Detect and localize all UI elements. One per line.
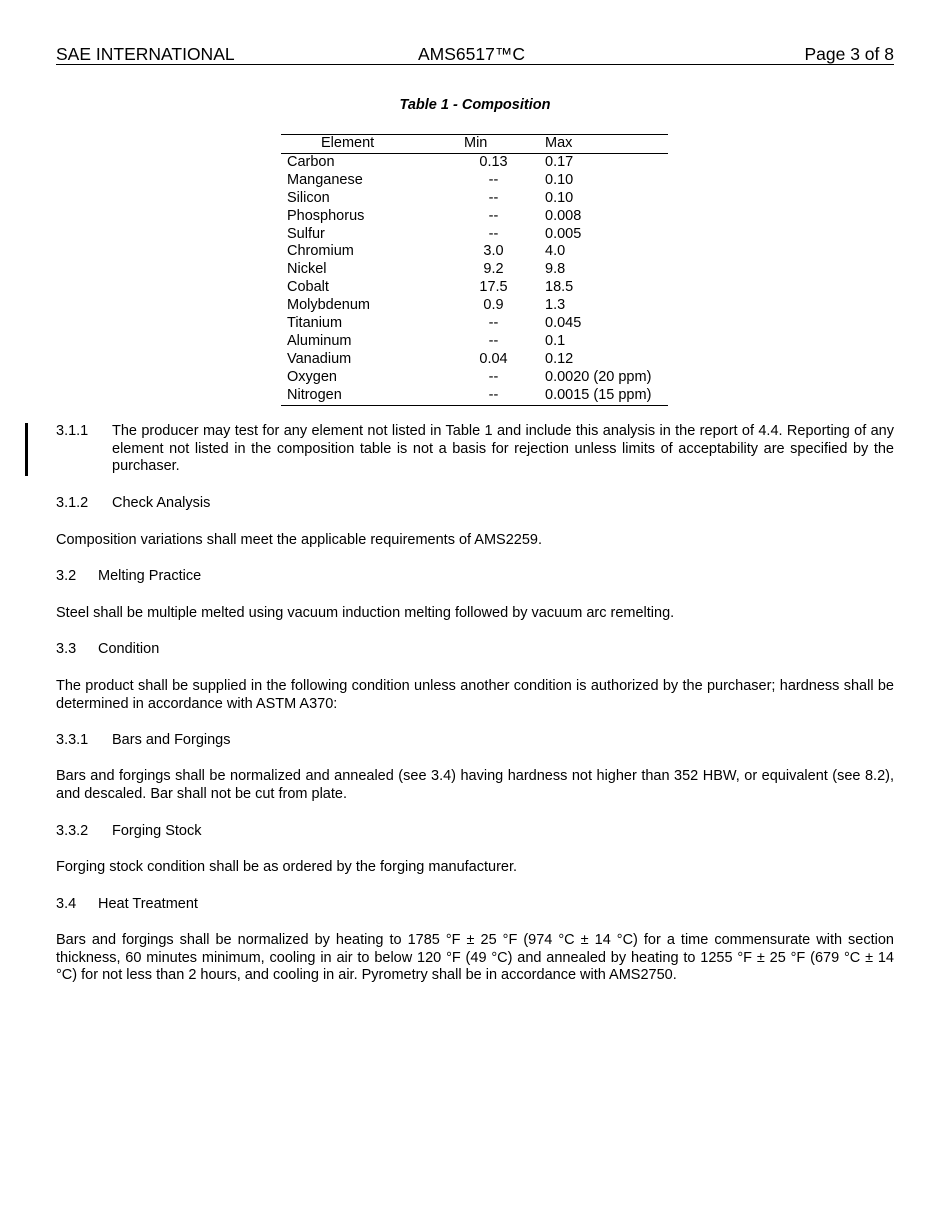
cell-element: Cobalt: [287, 279, 329, 296]
table-row: [281, 190, 668, 208]
cell-max: 0.10: [545, 189, 574, 206]
cell-min: --: [488, 189, 499, 206]
cell-max: 1.3: [545, 297, 566, 314]
section-number: 3.3: [56, 641, 77, 657]
section-title: Bars and Forgings: [112, 732, 231, 748]
section-title: Melting Practice: [98, 568, 202, 584]
cell-element: Vanadium: [287, 350, 352, 367]
paragraph-3-3: The product shall be supplied in the following condition unless another condition is authorized by the purchaser; hardness shall be determined in accordance with ASTM A370:: [56, 678, 894, 712]
cell-max: 0.008: [545, 207, 582, 224]
section-number: 3.3.1: [56, 732, 89, 748]
heading-3-3-1: [56, 732, 894, 750]
cell-element: Sulfur: [287, 225, 325, 242]
paragraph-3-2: Steel shall be multiple melted using vacuum induction melting followed by vacuum arc remelting.: [56, 605, 675, 621]
cell-min: --: [488, 207, 499, 224]
cell-min: 0.9: [483, 297, 504, 314]
cell-min: --: [460, 387, 545, 405]
cell-min: 9.2: [483, 261, 504, 278]
section-number: 3.3.2: [56, 823, 89, 839]
cell-element: Titanium: [287, 315, 343, 332]
paragraph-3-1-2: Composition variations shall meet the applicable requirements of AMS2259.: [56, 532, 543, 548]
cell-element: Manganese: [287, 171, 363, 188]
heading-3-4: [56, 896, 894, 914]
table-row: [281, 333, 668, 351]
heading-3-3: [56, 641, 894, 659]
column-header-min: Min: [460, 135, 545, 154]
column-header-element: Element: [281, 135, 460, 154]
table-row: [281, 315, 668, 333]
table-header-row: [281, 135, 668, 154]
cell-max: 0.1: [545, 332, 566, 349]
section-title: Heat Treatment: [98, 896, 198, 912]
cell-min: 17.5: [479, 279, 508, 296]
column-header-max: Max: [545, 135, 668, 154]
table-row: [281, 172, 668, 190]
section-title: Forging Stock: [112, 823, 202, 839]
cell-max: 0.005: [545, 225, 582, 242]
heading-3-3-2: [56, 823, 894, 841]
page-header: [56, 44, 894, 65]
cell-element: Aluminum: [287, 332, 352, 349]
cell-max: 18.5: [545, 279, 574, 296]
heading-3-2: [56, 568, 894, 586]
paragraph-3-3-2: Forging stock condition shall be as ordered by the forging manufacturer.: [56, 859, 518, 875]
heading-3-1-2: [56, 495, 894, 513]
revision-change-bar: [25, 423, 28, 476]
cell-max: 0.17: [545, 153, 574, 170]
paragraph-3-4: Bars and forgings shall be normalized by heating to 1785 °F ± 25 °F (974 °C ± 14 °C) for a time commensurate with section thickness, 60 minutes minimum, cooling in air to below 120 °F (49 °C) and annealed by heating to 1255 °F ± 25 °F (679 °C ± 14 °C) for not less than 2 hours, and cooling in air. Pyrometry shall be in accordance with AMS2750.: [56, 932, 894, 983]
table-row: [281, 261, 668, 279]
cell-max: 9.8: [545, 261, 566, 278]
cell-element: Chromium: [287, 243, 354, 260]
table-row: [281, 243, 668, 261]
cell-element: Phosphorus: [287, 207, 365, 224]
table-row: [281, 387, 668, 405]
section-number: 3.1.1: [56, 423, 89, 439]
section-text: The producer may test for any element not listed in Table 1 and include this analysis in the report of 4.4. Reporting of any element not listed in the composition table is not a basis for rejection unless limits of acceptability are specified by the purchaser.: [112, 423, 894, 474]
cell-element: Molybdenum: [287, 297, 371, 314]
section-number: 3.4: [56, 896, 77, 912]
cell-element: Silicon: [287, 189, 330, 206]
paragraph-3-3-1: Bars and forgings shall be normalized and annealed (see 3.4) having hardness not higher than 352 HBW, or equivalent (see 8.2), and descaled. Bar shall not be cut from plate.: [56, 768, 894, 802]
cell-element: Nitrogen: [281, 387, 460, 405]
cell-max: 0.0020 (20 ppm): [545, 368, 652, 385]
cell-min: --: [488, 368, 499, 385]
cell-min: --: [488, 171, 499, 188]
cell-min: 0.13: [479, 153, 508, 170]
table-title: Table 1 - Composition: [399, 97, 551, 113]
cell-min: 3.0: [483, 243, 504, 260]
table-row: [281, 279, 668, 297]
header-document-id: AMS6517™C: [418, 44, 525, 64]
table-row: [281, 297, 668, 315]
section-3-1-1: [56, 423, 894, 476]
table-row: [281, 208, 668, 226]
cell-max: 4.0: [545, 243, 566, 260]
table-row: [281, 369, 668, 387]
cell-min: 0.04: [479, 350, 508, 367]
section-title: Condition: [98, 641, 160, 657]
cell-min: --: [488, 332, 499, 349]
cell-element: Carbon: [287, 153, 335, 170]
section-title: Check Analysis: [112, 495, 211, 511]
section-number: 3.2: [56, 568, 77, 584]
cell-min: --: [488, 315, 499, 332]
cell-max: 0.0015 (15 ppm): [545, 387, 668, 405]
cell-max: 0.10: [545, 171, 574, 188]
cell-max: 0.045: [545, 315, 582, 332]
table-row: [281, 351, 668, 369]
cell-element: Nickel: [287, 261, 327, 278]
cell-element: Oxygen: [287, 368, 337, 385]
section-number: 3.1.2: [56, 495, 89, 511]
cell-max: 0.12: [545, 350, 574, 367]
header-page-number: Page 3 of 8: [804, 44, 894, 64]
table-row: [281, 226, 668, 244]
header-organization: SAE INTERNATIONAL: [56, 44, 235, 64]
cell-min: --: [488, 225, 499, 242]
table-row: [281, 153, 668, 171]
composition-table: [281, 134, 668, 406]
